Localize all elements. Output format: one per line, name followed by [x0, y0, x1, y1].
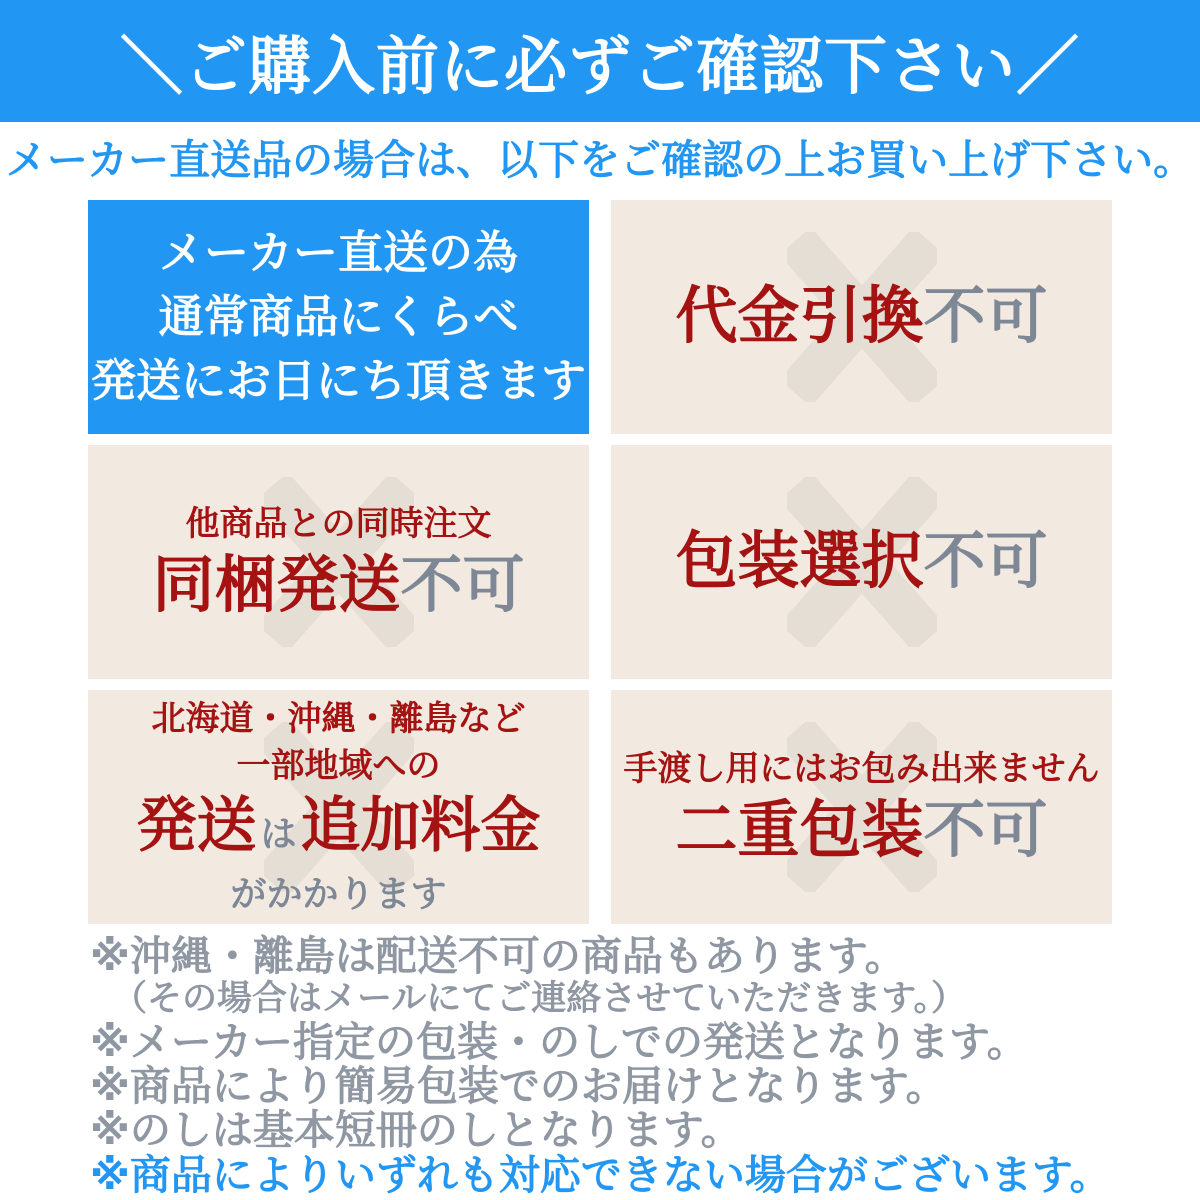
box-cod-not-available — [611, 200, 1112, 434]
direct-shipping-line-1: メーカー直送の為 — [158, 227, 519, 278]
box-remote-area-fee — [88, 690, 589, 924]
remote-fee-note-1: 北海道・沖縄・離島など — [151, 700, 526, 738]
box-direct-shipping — [88, 200, 589, 434]
bundled-note: 他商品との同時注文 — [185, 504, 492, 543]
subtitle-text: メーカー直送品の場合は、以下をご確認の上お買い上げ下さい。 — [5, 137, 1195, 183]
wrapping-choice-not-available-label: 不可 — [923, 527, 1048, 596]
remote-fee-note-2: 一部地域への — [236, 747, 441, 785]
bundled-label-row — [152, 548, 524, 624]
double-wrap-note: 手渡し用にはお包み出来ません — [623, 749, 1100, 788]
shipping-label: 発送 — [136, 792, 257, 859]
bundled-not-available-label: 不可 — [400, 550, 525, 620]
note-may-not-support: ※商品によりいずれも対応できない場合がございます。 — [90, 1152, 1111, 1198]
remote-fee-note-3: がかかります — [230, 873, 447, 914]
double-wrap-label-row — [675, 793, 1047, 869]
box-double-wrapping — [611, 690, 1112, 924]
wrapping-choice-label-row — [675, 524, 1047, 600]
header-title: ＼ご購入前に必ずご確認下さい／ — [120, 31, 1080, 102]
note-noshi-type: ※のしは基本短冊のしとなります。 — [90, 1107, 742, 1153]
particle-wa: は — [260, 813, 297, 854]
note-okinawa-undeliverable: ※沖縄・離島は配送不可の商品もあります。 — [90, 933, 906, 979]
wrapping-choice-label: 包装選択 — [675, 527, 924, 596]
notice-grid — [88, 200, 1112, 924]
footer-notes — [90, 934, 1200, 1198]
box-bundled-shipping — [88, 445, 589, 679]
note-simple-wrapping: ※商品により簡易包装でのお届けとなります。 — [90, 1063, 947, 1109]
bundled-label: 同梱発送 — [152, 550, 401, 620]
direct-shipping-line-2: 通常商品にくらべ — [158, 291, 519, 342]
box-wrapping-choice — [611, 445, 1112, 679]
note-email-contact: （その場合はメールにてご連絡させていただきます。） — [112, 979, 967, 1018]
cod-not-available-label: 不可 — [923, 282, 1048, 351]
double-wrap-label: 二重包装 — [675, 795, 924, 865]
extra-fee-label: 追加料金 — [300, 792, 541, 859]
remote-fee-label-row — [136, 790, 540, 870]
cod-label: 代金引換 — [675, 282, 924, 351]
note-maker-wrapping: ※メーカー指定の包装・のしでの発送となります。 — [90, 1019, 1028, 1065]
direct-shipping-line-3: 発送にお日にち頂きます — [90, 355, 586, 406]
header-banner — [0, 0, 1200, 122]
cod-label-row — [675, 279, 1047, 355]
double-wrap-not-available-label: 不可 — [923, 795, 1048, 865]
